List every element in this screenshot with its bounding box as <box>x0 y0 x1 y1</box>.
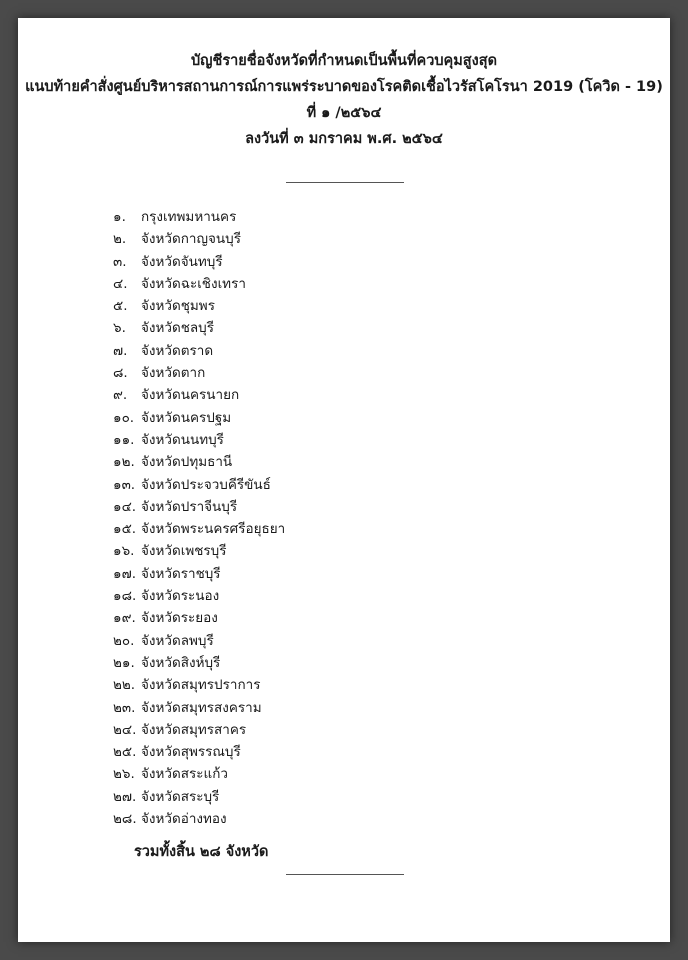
province-number: ๙. <box>113 387 128 404</box>
province-name: จังหวัดลพบุรี <box>141 632 214 649</box>
province-list-item <box>113 496 285 518</box>
province-name: กรุงเทพมหานคร <box>141 209 237 225</box>
document-title: บัญชีรายชื่อจังหวัดที่กำหนดเป็นพื้นที่ควบคุมสูงสุด <box>190 53 498 69</box>
province-list-item <box>113 429 285 451</box>
province-name: จังหวัดปทุมธานี <box>141 454 233 471</box>
province-name: จังหวัดนครปฐม <box>141 409 232 426</box>
province-name: จังหวัดสระบุรี <box>141 788 220 805</box>
province-number: ๒. <box>113 231 127 248</box>
bottom-divider <box>286 874 404 875</box>
province-number: ๒๐. <box>113 632 135 649</box>
province-name: จังหวัดชลบุรี <box>141 320 215 337</box>
total-count: รวมทั้งสิ้น ๒๘ จังหวัด <box>134 844 269 860</box>
province-list-item <box>113 206 285 228</box>
province-list-item <box>113 652 285 674</box>
province-name: จังหวัดสมุทรสาคร <box>141 721 247 738</box>
province-number: ๑๙. <box>113 610 136 627</box>
province-list-item <box>113 518 285 540</box>
province-number: ๑๒. <box>113 454 135 471</box>
document-page <box>18 18 670 942</box>
province-name: จังหวัดพระนครศรีอยุธยา <box>141 521 286 538</box>
province-name: จังหวัดสระแก้ว <box>141 766 228 783</box>
province-name: จังหวัดระนอง <box>141 588 220 605</box>
province-list-item <box>113 786 285 808</box>
province-list-item <box>113 228 285 250</box>
province-number: ๒๔. <box>113 721 137 738</box>
province-name: จังหวัดระยอง <box>141 610 218 627</box>
province-list-item <box>113 697 285 719</box>
province-name: จังหวัดฉะเชิงเทรา <box>141 275 246 292</box>
province-name: จังหวัดประจวบคีรีขันธ์ <box>141 476 271 493</box>
province-name: จังหวัดชุมพร <box>141 298 215 315</box>
province-name: จังหวัดสมุทรสงคราม <box>141 699 262 716</box>
province-name: จังหวัดสมุทรปราการ <box>141 677 261 694</box>
province-list-item <box>113 295 285 317</box>
province-number: ๒๘. <box>113 811 137 828</box>
province-list-item <box>113 451 285 473</box>
province-number: ๒๖. <box>113 766 135 783</box>
province-list-item <box>113 585 285 607</box>
order-number: ที่ ๑ /๒๕๖๔ <box>306 105 382 121</box>
province-list-item <box>113 384 285 406</box>
province-number: ๑๖. <box>113 543 135 560</box>
province-number: ๒๒. <box>113 677 136 694</box>
top-divider <box>286 182 404 183</box>
province-number: ๒๕. <box>113 744 137 761</box>
province-list-item <box>113 340 285 362</box>
province-list-item <box>113 563 285 585</box>
province-list-item <box>113 407 285 429</box>
province-number: ๑๘. <box>113 588 137 605</box>
province-name: จังหวัดราชบุรี <box>141 565 221 582</box>
province-name: จังหวัดจันทบุรี <box>141 253 223 270</box>
province-list-item <box>113 362 285 384</box>
province-number: ๓. <box>113 253 127 270</box>
document-header <box>18 48 670 152</box>
province-list-item <box>113 763 285 785</box>
province-list-item <box>113 474 285 496</box>
province-list-item <box>113 273 285 295</box>
document-subtitle: แนบท้ายคำสั่งศูนย์บริหารสถานการณ์การแพร่ระบาดของโรคติดเชื้อไวรัสโคโรนา 2019 (โควิด - 19) <box>25 79 663 95</box>
province-number: ๑๐. <box>113 409 135 426</box>
province-list-item <box>113 607 285 629</box>
province-list-item <box>113 317 285 339</box>
province-name: จังหวัดเพชรบุรี <box>141 543 227 560</box>
province-list-item <box>113 630 285 652</box>
province-number: ๒๗. <box>113 788 137 805</box>
province-number: ๔. <box>113 275 128 292</box>
province-name: จังหวัดอ่างทอง <box>141 811 227 828</box>
province-number: ๗. <box>113 342 128 359</box>
province-list-item <box>113 674 285 696</box>
province-list-item <box>113 540 285 562</box>
province-number: ๕. <box>113 298 128 315</box>
province-name: จังหวัดตราด <box>141 342 214 359</box>
province-name: จังหวัดปราจีนบุรี <box>141 498 238 515</box>
province-number: ๑. <box>113 209 126 225</box>
province-number: ๘. <box>113 365 128 382</box>
province-list <box>113 206 285 830</box>
province-list-item <box>113 741 285 763</box>
province-name: จังหวัดสุพรรณบุรี <box>141 744 241 761</box>
province-name: จังหวัดนครนายก <box>141 387 240 404</box>
province-number: ๑๔. <box>113 498 137 515</box>
province-list-item <box>113 719 285 741</box>
province-number: ๒๓. <box>113 699 136 716</box>
province-list-item <box>113 251 285 273</box>
province-number: ๑๗. <box>113 565 137 582</box>
province-name: จังหวัดสิงห์บุรี <box>141 654 221 671</box>
province-number: ๒๑. <box>113 654 135 671</box>
province-name: จังหวัดตาก <box>141 365 206 382</box>
province-number: ๑๑. <box>113 431 135 448</box>
order-date: ลงวันที่ ๓ มกราคม พ.ศ. ๒๕๖๔ <box>245 131 443 147</box>
province-list-item <box>113 808 285 830</box>
province-name: จังหวัดนนทบุรี <box>141 431 224 448</box>
province-number: ๑๕. <box>113 521 137 538</box>
province-number: ๖. <box>113 320 126 337</box>
province-number: ๑๓. <box>113 476 136 493</box>
province-name: จังหวัดกาญจนบุรี <box>141 231 241 248</box>
